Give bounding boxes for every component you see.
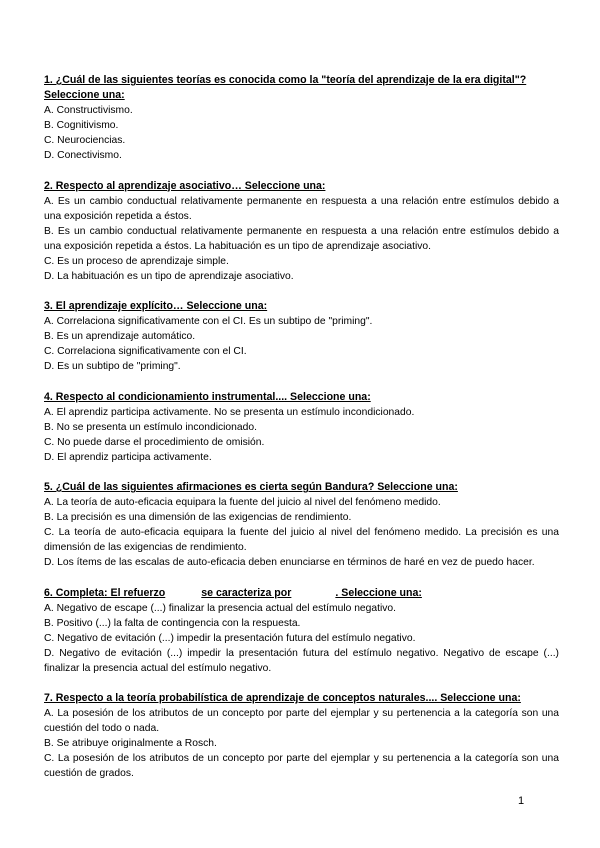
answer-option: A. La posesión de los atributos de un concepto por parte del ejemplar y su pertenencia a la categoría son una cuestión del todo o nada.	[44, 708, 559, 734]
answer-option: A. Correlaciona significativamente con el CI. Es un subtipo de "priming".	[44, 316, 373, 327]
answer-option: B. Cognitivismo.	[44, 120, 119, 131]
question-5	[44, 480, 559, 570]
answer-option: C. La teoría de auto-eficacia equipara la fuente del juicio al nivel del fenómeno medido. La precisión es una dimensión de las exigencias de rendimiento.	[44, 527, 559, 553]
answer-option: B. Positivo (...) la falta de contingencia con la respuesta.	[44, 617, 301, 629]
question-title-part: se caracteriza por	[201, 586, 292, 599]
answer-option: D. Conectivismo.	[44, 150, 122, 161]
page-number: 1	[518, 795, 525, 807]
question-title: 5. ¿Cuál de las siguientes afirmaciones es cierta según Bandura? Seleccione una:	[44, 481, 458, 493]
answer-option: A. El aprendiz participa activamente. No se presenta un estímulo incondicionado.	[44, 406, 415, 418]
answer-option: B. La precisión es una dimensión de las exigencias de rendimiento.	[44, 512, 352, 523]
question-1	[44, 73, 559, 163]
answer-option: A. La teoría de auto-eficacia equipara la fuente del juicio al nivel del fenómeno medido.	[44, 497, 441, 508]
answer-option: A. Constructivismo.	[44, 105, 133, 116]
question-title: 7. Respecto a la teoría probabilística de aprendizaje de conceptos naturales.... Seleccione una:	[44, 692, 521, 704]
question-subtitle: Seleccione una:	[44, 89, 125, 101]
question-title: 3. El aprendizaje explícito… Seleccione una:	[44, 300, 268, 312]
answer-option: B. Es un cambio conductual relativamente permanente en respuesta a una relación entre estímulos debido a una exposición repetida a éstos. La habituación es un tipo de aprendizaje asociativo.	[44, 225, 559, 252]
question-title	[44, 586, 559, 601]
answer-option: D. Los ítems de las escalas de auto-eficacia deben enunciarse en términos de haré en vez de puedo hacer.	[44, 557, 535, 568]
question-3	[44, 299, 559, 374]
answer-option: C. La posesión de los atributos de un concepto por parte del ejemplar y su pertenencia a la categoría son una cuestión de grados.	[44, 753, 559, 779]
question-title: 2. Respecto al aprendizaje asociativo… Seleccione una:	[44, 179, 326, 192]
answer-option: C. No puede darse el procedimiento de omisión.	[44, 436, 265, 448]
question-title: 1. ¿Cuál de las siguientes teorías es conocida como la "teoría del aprendizaje de la era digital"?	[44, 74, 527, 86]
answer-option: D. Es un subtipo de "priming".	[44, 361, 181, 372]
answer-option: B. No se presenta un estímulo incondicionado.	[44, 421, 257, 433]
answer-option: A. Negativo de escape (...) finalizar la presencia actual del estímulo negativo.	[44, 602, 396, 614]
question-title: 4. Respecto al condicionamiento instrumental.... Seleccione una:	[44, 390, 371, 403]
answer-option: D. Negativo de evitación (...) impedir la presentación futura del estímulo negativo. Negativo de escape (...) finalizar la presencia actual del estímulo negativo.	[44, 647, 559, 674]
answer-option: D. El aprendiz participa activamente.	[44, 451, 212, 463]
answer-option: C. Negativo de evitación (...) impedir la presentación futura del estímulo negativo.	[44, 632, 416, 644]
answer-option: A. Es un cambio conductual relativamente permanente en respuesta a una relación entre estímulos debido a una exposición repetida a éstos.	[44, 195, 559, 222]
answer-option: B. Se atribuye originalmente a Rosch.	[44, 738, 217, 749]
answer-option: C. Correlaciona significativamente con el CI.	[44, 346, 247, 357]
question-6	[44, 586, 559, 676]
question-title-part: . Seleccione una:	[335, 586, 422, 599]
answer-option: D. La habituación es un tipo de aprendizaje asociativo.	[44, 270, 294, 282]
question-title-part: 6. Completa: El refuerzo	[44, 586, 166, 599]
question-4	[44, 390, 559, 465]
question-2	[44, 179, 559, 284]
answer-option: C. Neurociencias.	[44, 135, 126, 146]
question-7	[44, 691, 559, 781]
answer-option: B. Es un aprendizaje automático.	[44, 331, 196, 342]
question-list	[44, 73, 559, 797]
answer-option: C. Es un proceso de aprendizaje simple.	[44, 255, 229, 267]
